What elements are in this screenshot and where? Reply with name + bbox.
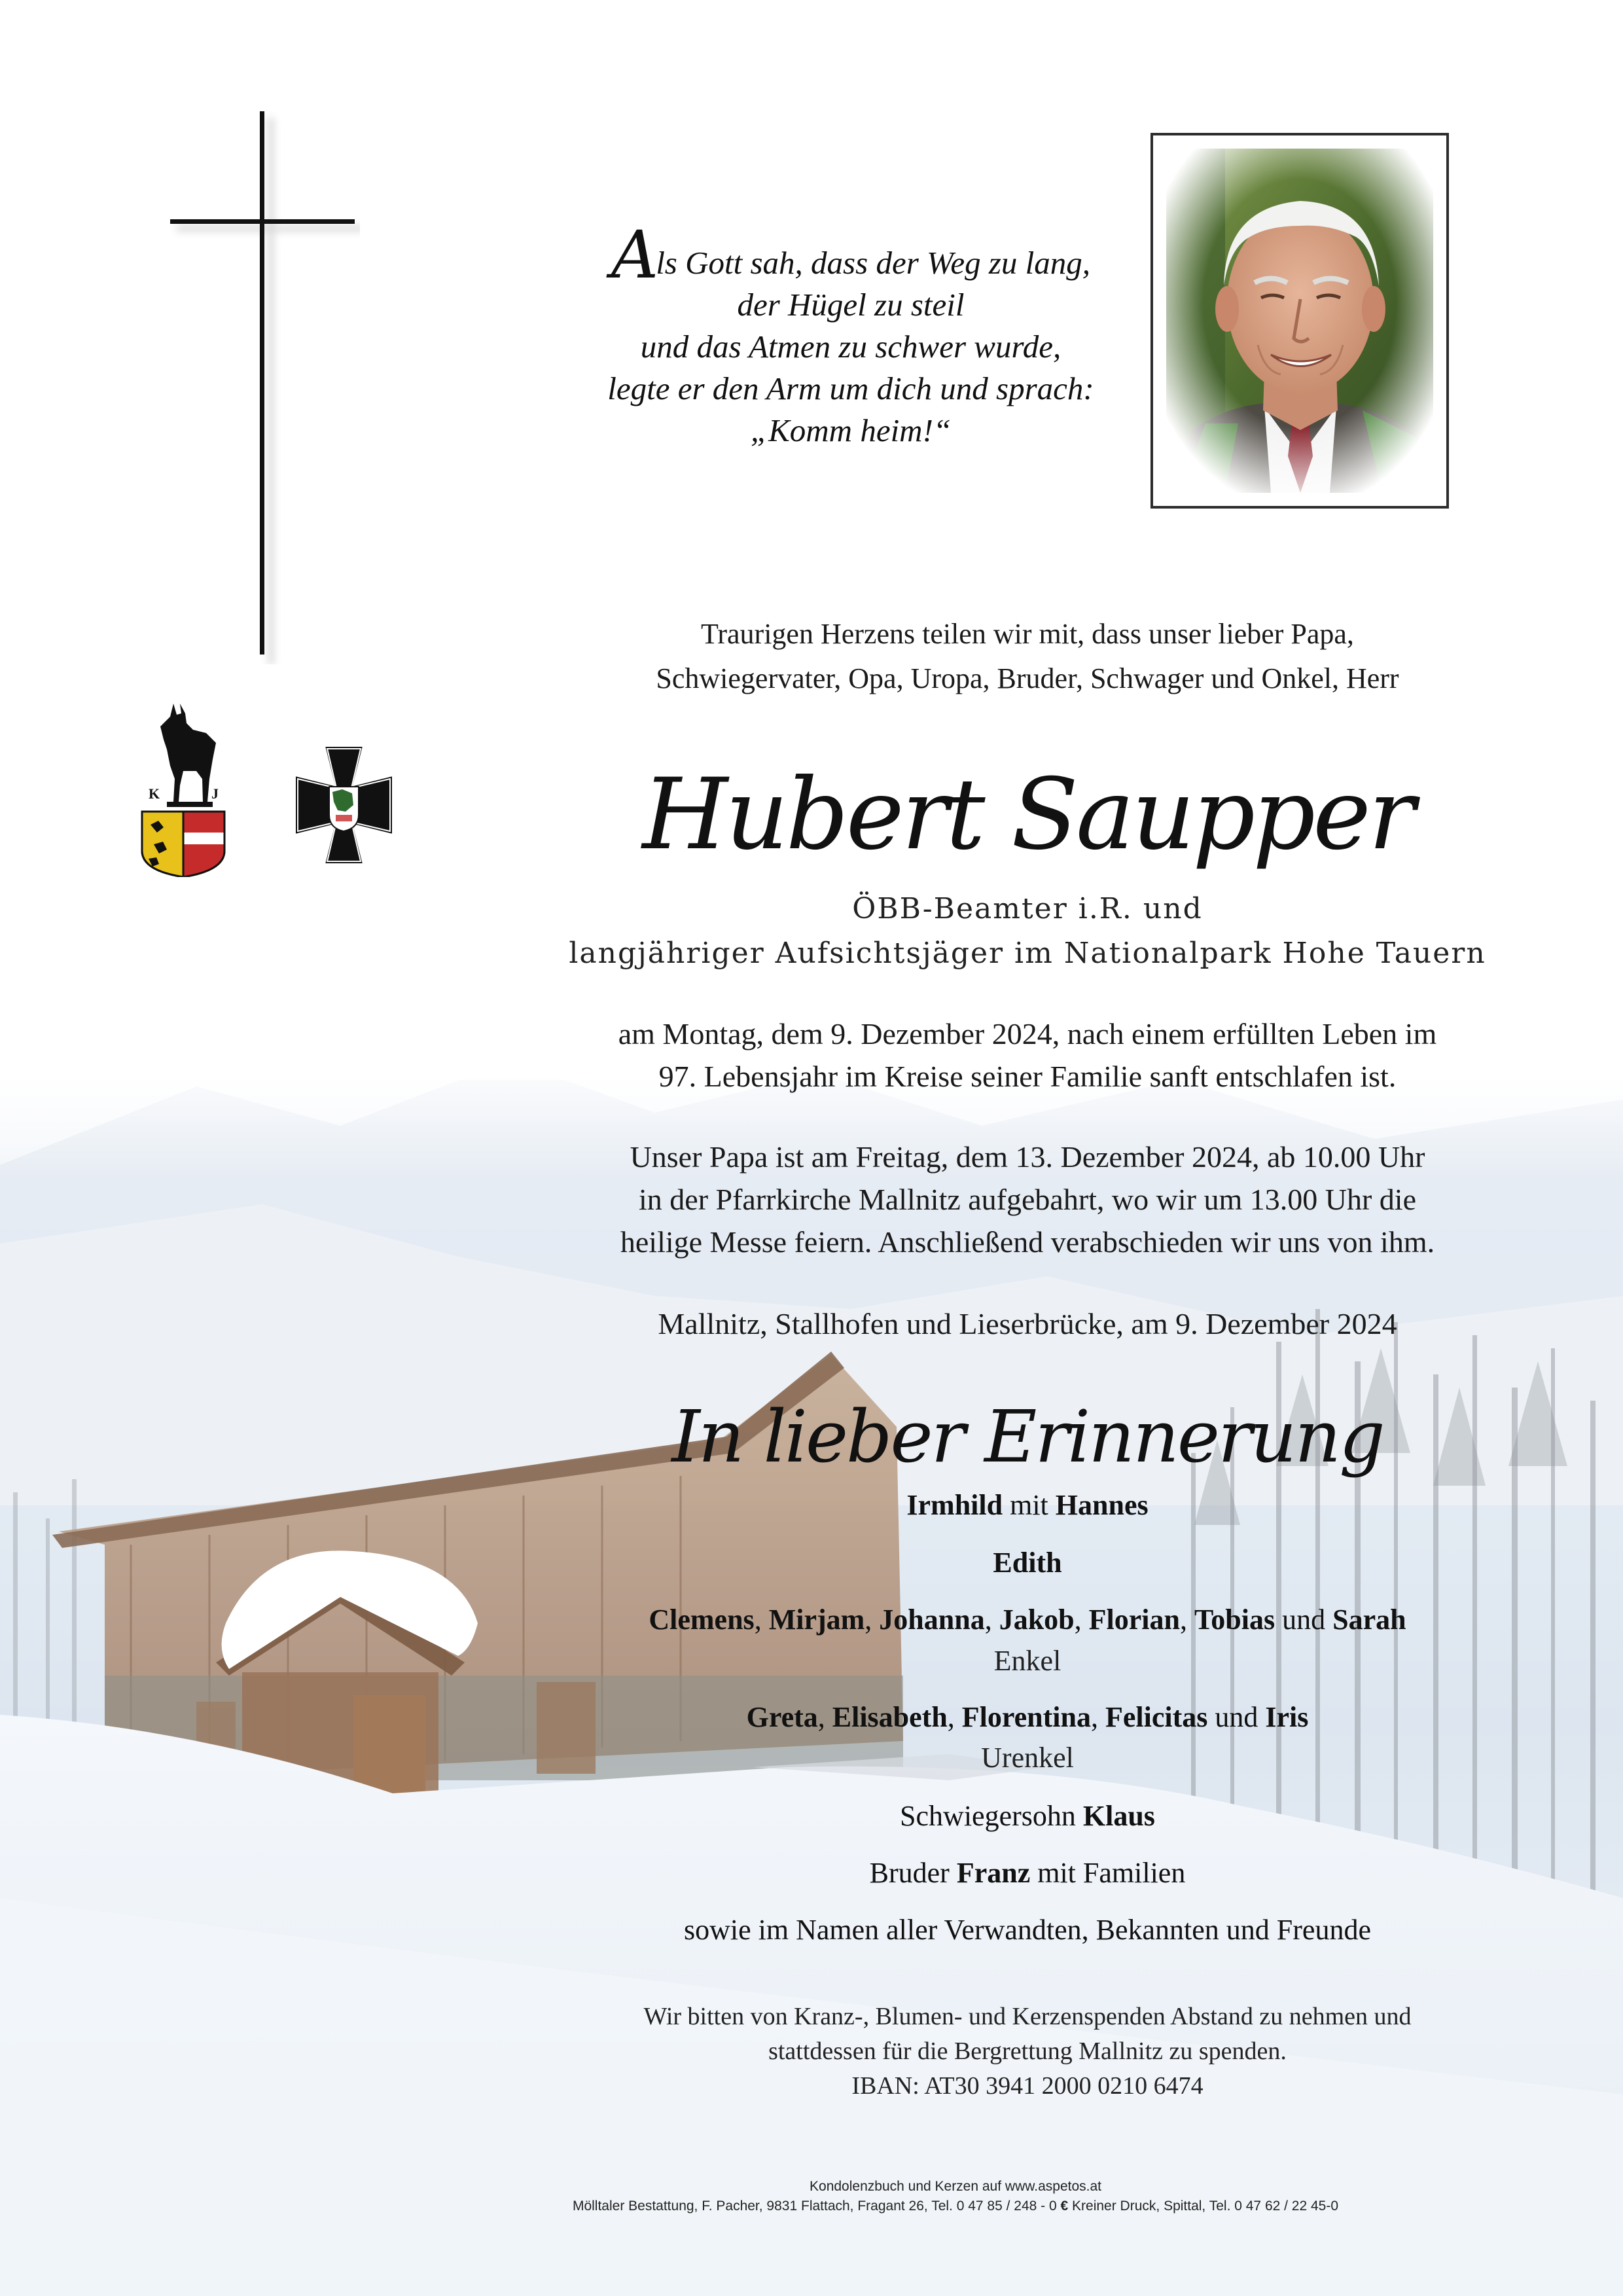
poem <box>569 217 1132 452</box>
separator: , <box>1179 1604 1194 1636</box>
relation-label: Urenkel <box>981 1742 1074 1774</box>
portrait-photo <box>1166 149 1433 493</box>
connector: und <box>1207 1701 1266 1733</box>
poem-line-4: legte er den Arm um dich und sprach: <box>607 370 1094 406</box>
family-name: Mirjam <box>768 1604 865 1636</box>
family-row-2 <box>524 1545 1531 1581</box>
family-name: Felicitas <box>1105 1701 1208 1733</box>
separator: , <box>865 1604 880 1636</box>
svg-text:J: J <box>211 785 219 802</box>
death-line-1: am Montag, dem 9. Dezember 2024, nach einem erfüllten Leben im <box>618 1017 1437 1050</box>
footer-funeral-home: Mölltaler Bestattung, F. Pacher, 9831 Flattach, Fragant 26, Tel. 0 47 85 / 248 - 0 <box>572 2198 1057 2214</box>
poem-line-1 <box>569 217 1132 293</box>
family-name: Hannes <box>1055 1489 1149 1521</box>
family-name: Florentina <box>961 1701 1091 1733</box>
family-name: Irmhild <box>906 1489 1003 1521</box>
separator: , <box>947 1701 962 1733</box>
separator: , <box>984 1604 999 1636</box>
notice-line-2: stattdessen für die Bergrettung Mallnitz zu spenden. <box>768 2037 1287 2065</box>
family-name: Sarah <box>1332 1604 1406 1636</box>
poem-line-2: der Hügel zu steil <box>737 287 965 323</box>
grandchildren-names <box>649 1604 1406 1636</box>
notice-line-1: Wir bitten von Kranz-, Blumen- und Kerzenspenden Abstand zu nehmen und <box>643 2003 1412 2030</box>
family-name: Clemens <box>649 1604 755 1636</box>
footer-credits <box>393 2197 1518 2215</box>
remembrance-heading: In lieber Erinnerung <box>671 1395 1383 1479</box>
family-row-others: sowie im Namen aller Verwandten, Bekannten und Freunde <box>683 1914 1371 1946</box>
intro-text <box>524 612 1531 701</box>
poem-line-3: und das Atmen zu schwer wurde, <box>640 329 1061 365</box>
family-name: Greta <box>746 1701 818 1733</box>
relation-suffix: mit Familien <box>1030 1857 1186 1889</box>
family-row-brother <box>524 1855 1531 1892</box>
family-name: Klaus <box>1082 1800 1155 1832</box>
intro-line-2: Schwiegervater, Opa, Uropa, Bruder, Schwager und Onkel, Herr <box>656 662 1399 694</box>
deceased-title-line-1: ÖBB-Beamter i.R. und <box>852 892 1203 925</box>
family-name: Johanna <box>879 1604 985 1636</box>
poem-dropcap: A <box>611 217 659 293</box>
death-announcement <box>524 1013 1531 1098</box>
carinthia-coat-of-arms-icon <box>134 694 232 877</box>
footer-condolence-link[interactable]: Kondolenzbuch und Kerzen auf www.aspetos.at <box>810 2179 1101 2194</box>
svg-text:K: K <box>149 785 160 802</box>
family-name: Franz <box>956 1857 1031 1889</box>
relation-prefix: Schwiegersohn <box>900 1800 1083 1832</box>
intro-line-1: Traurigen Herzens teilen wir mit, dass unser lieber Papa, <box>701 618 1354 650</box>
family-connector: mit <box>1003 1489 1056 1521</box>
deceased-title <box>524 887 1531 976</box>
family-name: Iris <box>1265 1701 1309 1733</box>
footer-printer: Kreiner Druck, Spittal, Tel. 0 47 62 / 22 45-0 <box>1072 2198 1339 2214</box>
family-name: Jakob <box>999 1604 1075 1636</box>
separator: , <box>1090 1701 1105 1733</box>
footer-print-logo-icon: € <box>1056 2198 1073 2214</box>
family-name: Edith <box>993 1547 1062 1579</box>
service-line-1: Unser Papa ist am Freitag, dem 13. Dezember 2024, ab 10.00 Uhr <box>630 1140 1425 1174</box>
portrait-photo-frame <box>1150 133 1449 509</box>
family-row-grandchildren <box>524 1602 1531 1638</box>
family-row-great-grandchildren <box>524 1699 1531 1736</box>
cross-icon <box>164 108 360 664</box>
funeral-service-info <box>524 1136 1531 1263</box>
connector: und <box>1275 1604 1333 1636</box>
family-row-1 <box>524 1487 1531 1524</box>
notice-iban: IBAN: AT30 3941 2000 0210 6474 <box>851 2072 1204 2100</box>
separator: , <box>1074 1604 1089 1636</box>
separator: , <box>817 1701 832 1733</box>
relation-prefix: Bruder <box>869 1857 957 1889</box>
family-name: Tobias <box>1194 1604 1275 1636</box>
poem-line-1-text: ls Gott sah, dass der Weg zu lang, <box>656 245 1091 281</box>
styrian-hunter-cross-icon <box>280 740 408 870</box>
deceased-name: Hubert Saupper <box>642 758 1413 872</box>
place-and-date: Mallnitz, Stallhofen und Lieserbrücke, am 9. Dezember 2024 <box>658 1307 1397 1340</box>
family-name: Elisabeth <box>832 1701 948 1733</box>
service-line-2: in der Pfarrkirche Mallnitz aufgebahrt, wo wir um 13.00 Uhr die <box>639 1183 1416 1216</box>
service-line-3: heilige Messe feiern. Anschließend verabschieden wir uns von ihm. <box>620 1225 1435 1259</box>
donation-notice <box>524 2000 1531 2104</box>
death-line-2: 97. Lebensjahr im Kreise seiner Familie sanft entschlafen ist. <box>658 1060 1397 1093</box>
poem-line-5: „Komm heim!“ <box>750 412 952 448</box>
relation-label: Enkel <box>993 1645 1061 1677</box>
deceased-title-line-2: langjähriger Aufsichtsjäger im Nationalpark Hohe Tauern <box>569 937 1486 970</box>
family-row-son-in-law <box>524 1798 1531 1835</box>
separator: , <box>754 1604 769 1636</box>
family-name: Florian <box>1088 1604 1180 1636</box>
